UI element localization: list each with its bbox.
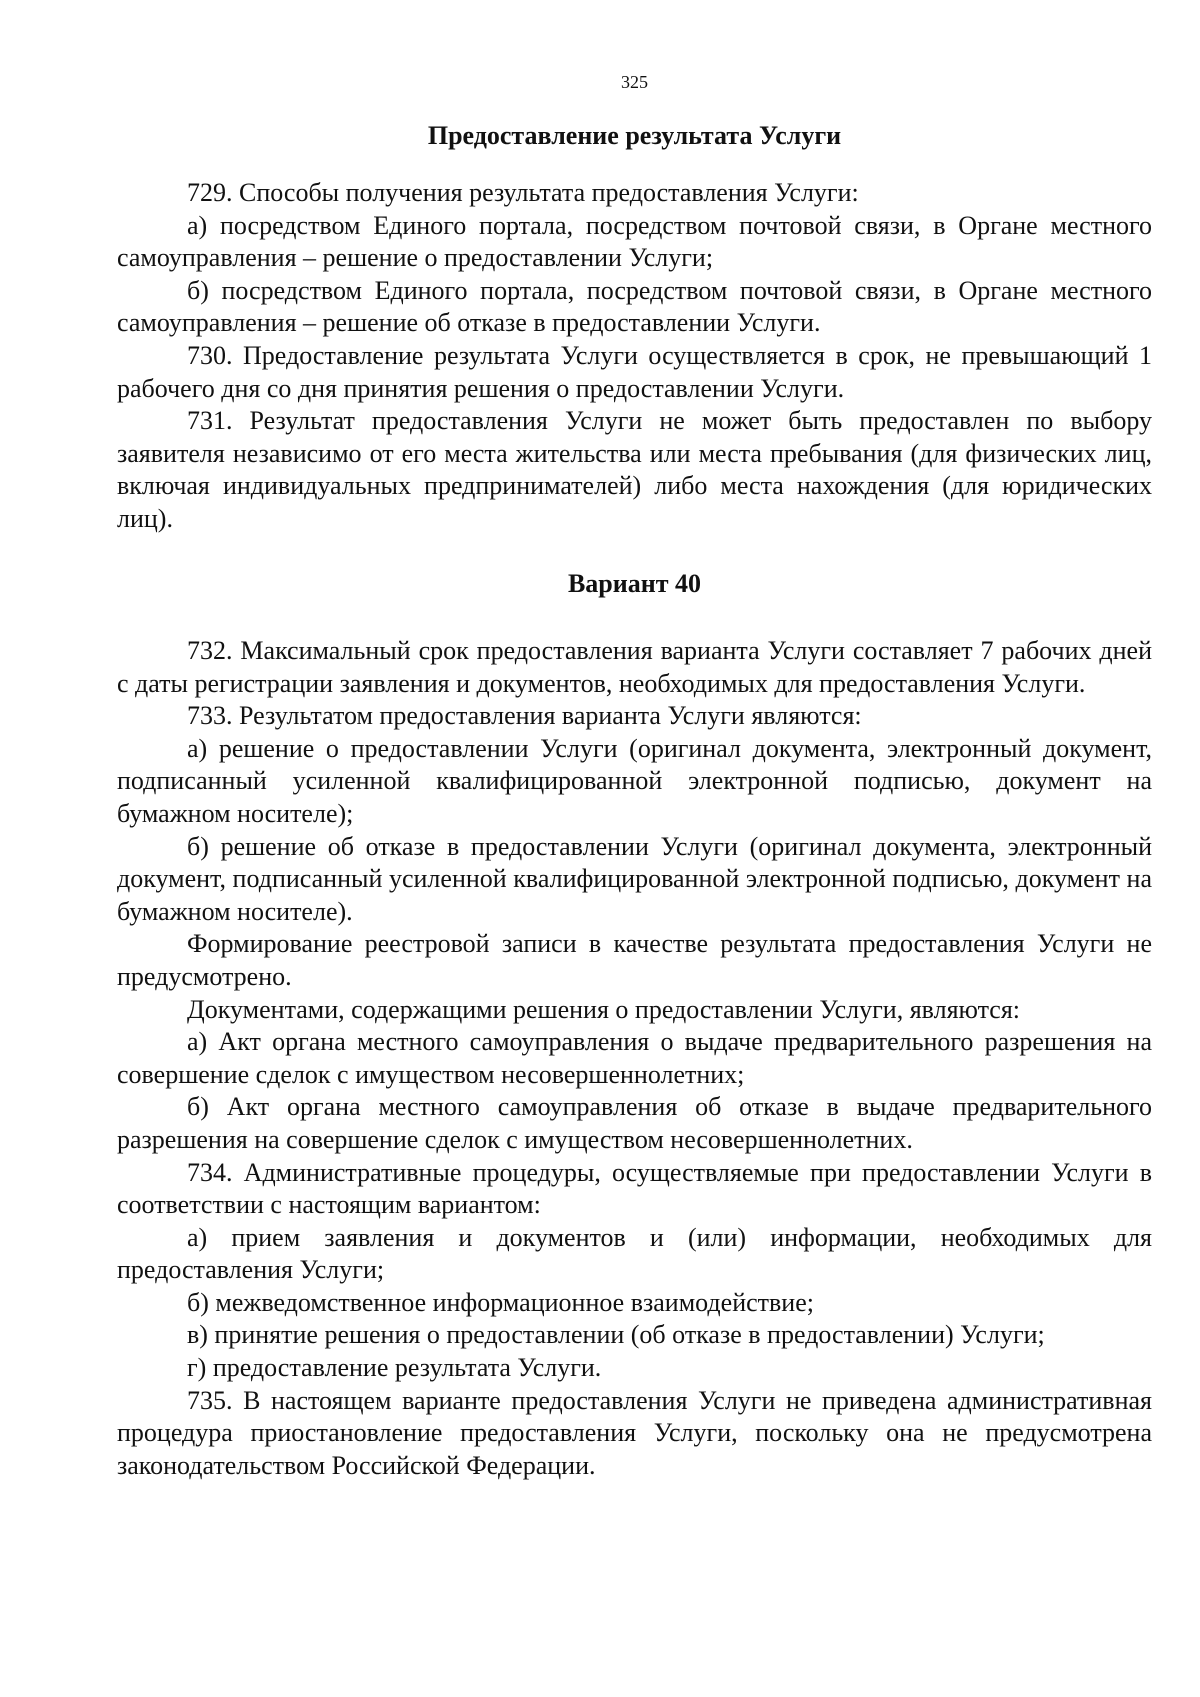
paragraph-735: 735. В настоящем варианте предоставления Услуги не приведена административная процедура приостановление предоставления Услуги, поскольку она не предусмотрена законодательством Российской Федерации. [117,1385,1152,1480]
paragraph-734-c: в) принятие решения о предоставлении (об отказе в предоставлении) Услуги; [187,1320,1045,1350]
paragraph-729-a: а) посредством Единого портала, посредством почтовой связи, в Органе местного самоуправления – решение о предоставлении Услуги; [117,210,1152,273]
section-result-body [117,177,1152,536]
paragraph-734-b: б) межведомственное информационное взаимодействие; [187,1287,814,1317]
paragraph-733: 733. Результатом предоставления варианта Услуги являются: [187,701,862,731]
page-number: 325 [621,72,648,92]
paragraph-733-a: а) решение о предоставлении Услуги (оригинал документа, электронный документ, подписанный усиленной квалифицированной электронной подписью, документ на бумажном носителе); [117,733,1152,828]
section-title-variant: Вариант 40 [567,569,702,598]
paragraph-734-d: г) предоставление результата Услуги. [187,1353,602,1383]
paragraph-decision-a: а) Акт органа местного самоуправления о выдаче предварительного разрешения на совершение сделок с имуществом несовершеннолетних; [117,1027,1152,1089]
paragraph-decision-documents: Документами, содержащими решения о предоставлении Услуги, являются: [187,994,1021,1024]
paragraph-730: 730. Предоставление результата Услуги осуществляется в срок, не превышающий 1 рабочего дня со дня принятия решения о предоставлении Услуги. [117,340,1152,403]
paragraph-decision-b: б) Акт органа местного самоуправления об отказе в выдаче предварительного разрешения на совершение сделок с имуществом несовершеннолетних. [117,1092,1152,1154]
paragraph-733-b: б) решение об отказе в предоставлении Услуги (оригинал документа, электронный документ, подписанный усиленной квалифицированной электронной подписью, документ на бумажном носителе). [117,831,1152,926]
paragraph-731: 731. Результат предоставления Услуги не может быть предоставлен по выбору заявителя независимо от его места жительства или места пребывания (для физических лиц, включая индивидуальных предпринимателей) либо места нахождения (для юридических лиц). [117,406,1152,533]
paragraph-734-a: а) прием заявления и документов и (или) информации, необходимых для предоставления Услуги; [117,1222,1152,1285]
paragraph-732: 732. Максимальный срок предоставления варианта Услуги составляет 7 рабочих дней с даты регистрации заявления и документов, необходимых для предоставления Услуги. [117,636,1152,698]
paragraph-registry-note: Формирование реестровой записи в качестве результата предоставления Услуги не предусмотрено. [117,929,1152,991]
section-title-result: Предоставление результата Услуги [427,121,842,150]
paragraph-729-b: б) посредством Единого портала, посредством почтовой связи, в Органе местного самоуправления – решение об отказе в предоставлении Услуги. [117,275,1152,338]
paragraph-729: 729. Способы получения результата предоставления Услуги: [187,178,859,207]
paragraph-734: 734. Административные процедуры, осуществляемые при предоставлении Услуги в соответствии с настоящим вариантом: [117,1157,1152,1220]
section-variant-body [117,635,1152,1482]
